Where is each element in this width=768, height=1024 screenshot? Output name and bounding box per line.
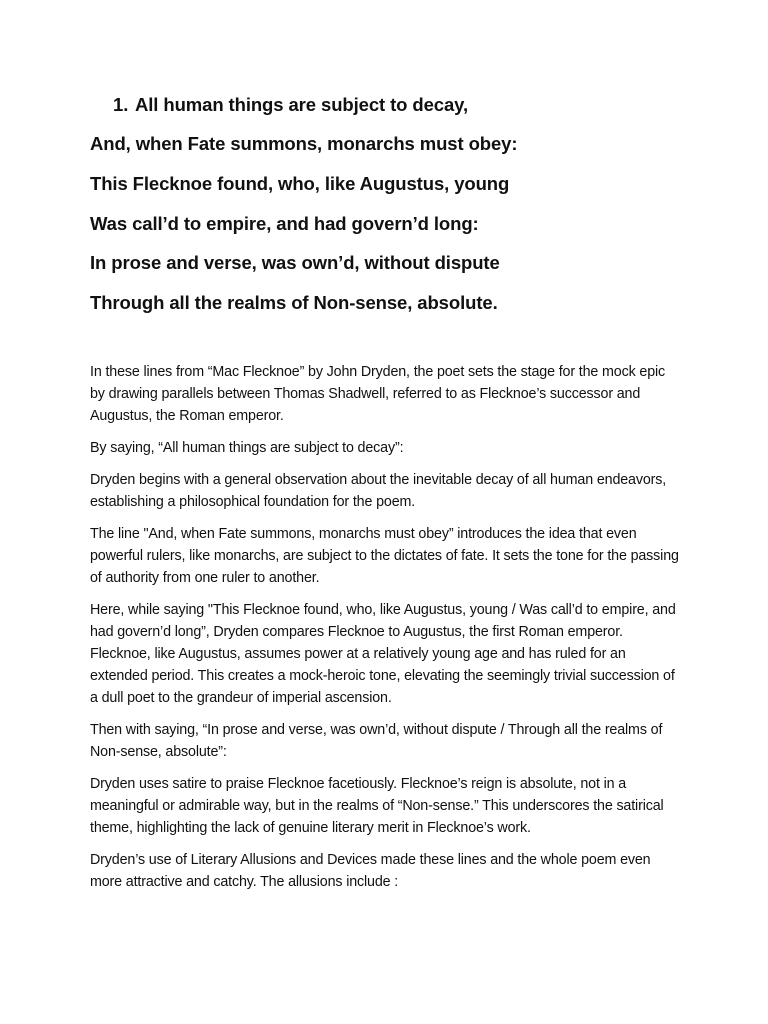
paragraph-intro: In these lines from “Mac Flecknoe” by John Dryden, the poet sets the stage for the mock epic by drawing parallels between Thomas Shadwell, referred to as Flecknoe’s successor and Augustus, the Roman emperor.	[90, 364, 666, 424]
paragraph-satire: Dryden uses satire to praise Flecknoe facetiously. Flecknoe’s reign is absolute, not in a meaningful or admirable way, but in the realms of “Non-sense.” This underscores the satirical theme, highlighting the lack of genuine literary merit in Flecknoe’s work.	[90, 776, 664, 836]
verse-line-3: This Flecknoe found, who, like Augustus, young	[90, 173, 510, 194]
paragraph-augustus: Here, while saying "This Flecknoe found, who, like Augustus, young / Was call’d to empire, and had govern’d long”, Dryden compares Flecknoe to Augustus, the first Roman emperor. Flecknoe, like Augustus, assumes power at a relatively young age and has ruled for an extended period. This creates a mock-heroic tone, elevating the seemingly trivial succession of a dull poet to the grandeur of imperial ascension.	[90, 602, 676, 706]
paragraph-decay-explanation: Dryden begins with a general observation about the inevitable decay of all human endeavors, establishing a philosophical foundation for the poem.	[90, 472, 667, 510]
list-number: 1.	[113, 94, 129, 115]
paragraph-fate: The line "And, when Fate summons, monarchs must obey” introduces the idea that even powerful rulers, like monarchs, are subject to the dictates of fate. It sets the tone for the passing of authority from one ruler to another.	[90, 526, 679, 586]
verse-line-1	[90, 93, 468, 117]
commentary-body	[90, 361, 680, 903]
verse-line-2: And, when Fate summons, monarchs must obey:	[90, 133, 518, 154]
verse-line-5: In prose and verse, was own’d, without dispute	[90, 252, 500, 273]
paragraph-nonsense-quote: Then with saying, “In prose and verse, was own’d, without dispute / Through all the realms of Non-sense, absolute”:	[90, 722, 663, 760]
verse-line-4: Was call’d to empire, and had govern’d long:	[90, 213, 479, 234]
paragraph-decay-quote: By saying, “All human things are subject to decay”:	[90, 440, 404, 456]
verse-line-text: All human things are subject to decay,	[135, 94, 469, 115]
paragraph-allusions: Dryden’s use of Literary Allusions and Devices made these lines and the whole poem even more attractive and catchy. The allusions include :	[90, 852, 651, 890]
verse-line-6: Through all the realms of Non-sense, absolute.	[90, 292, 498, 313]
